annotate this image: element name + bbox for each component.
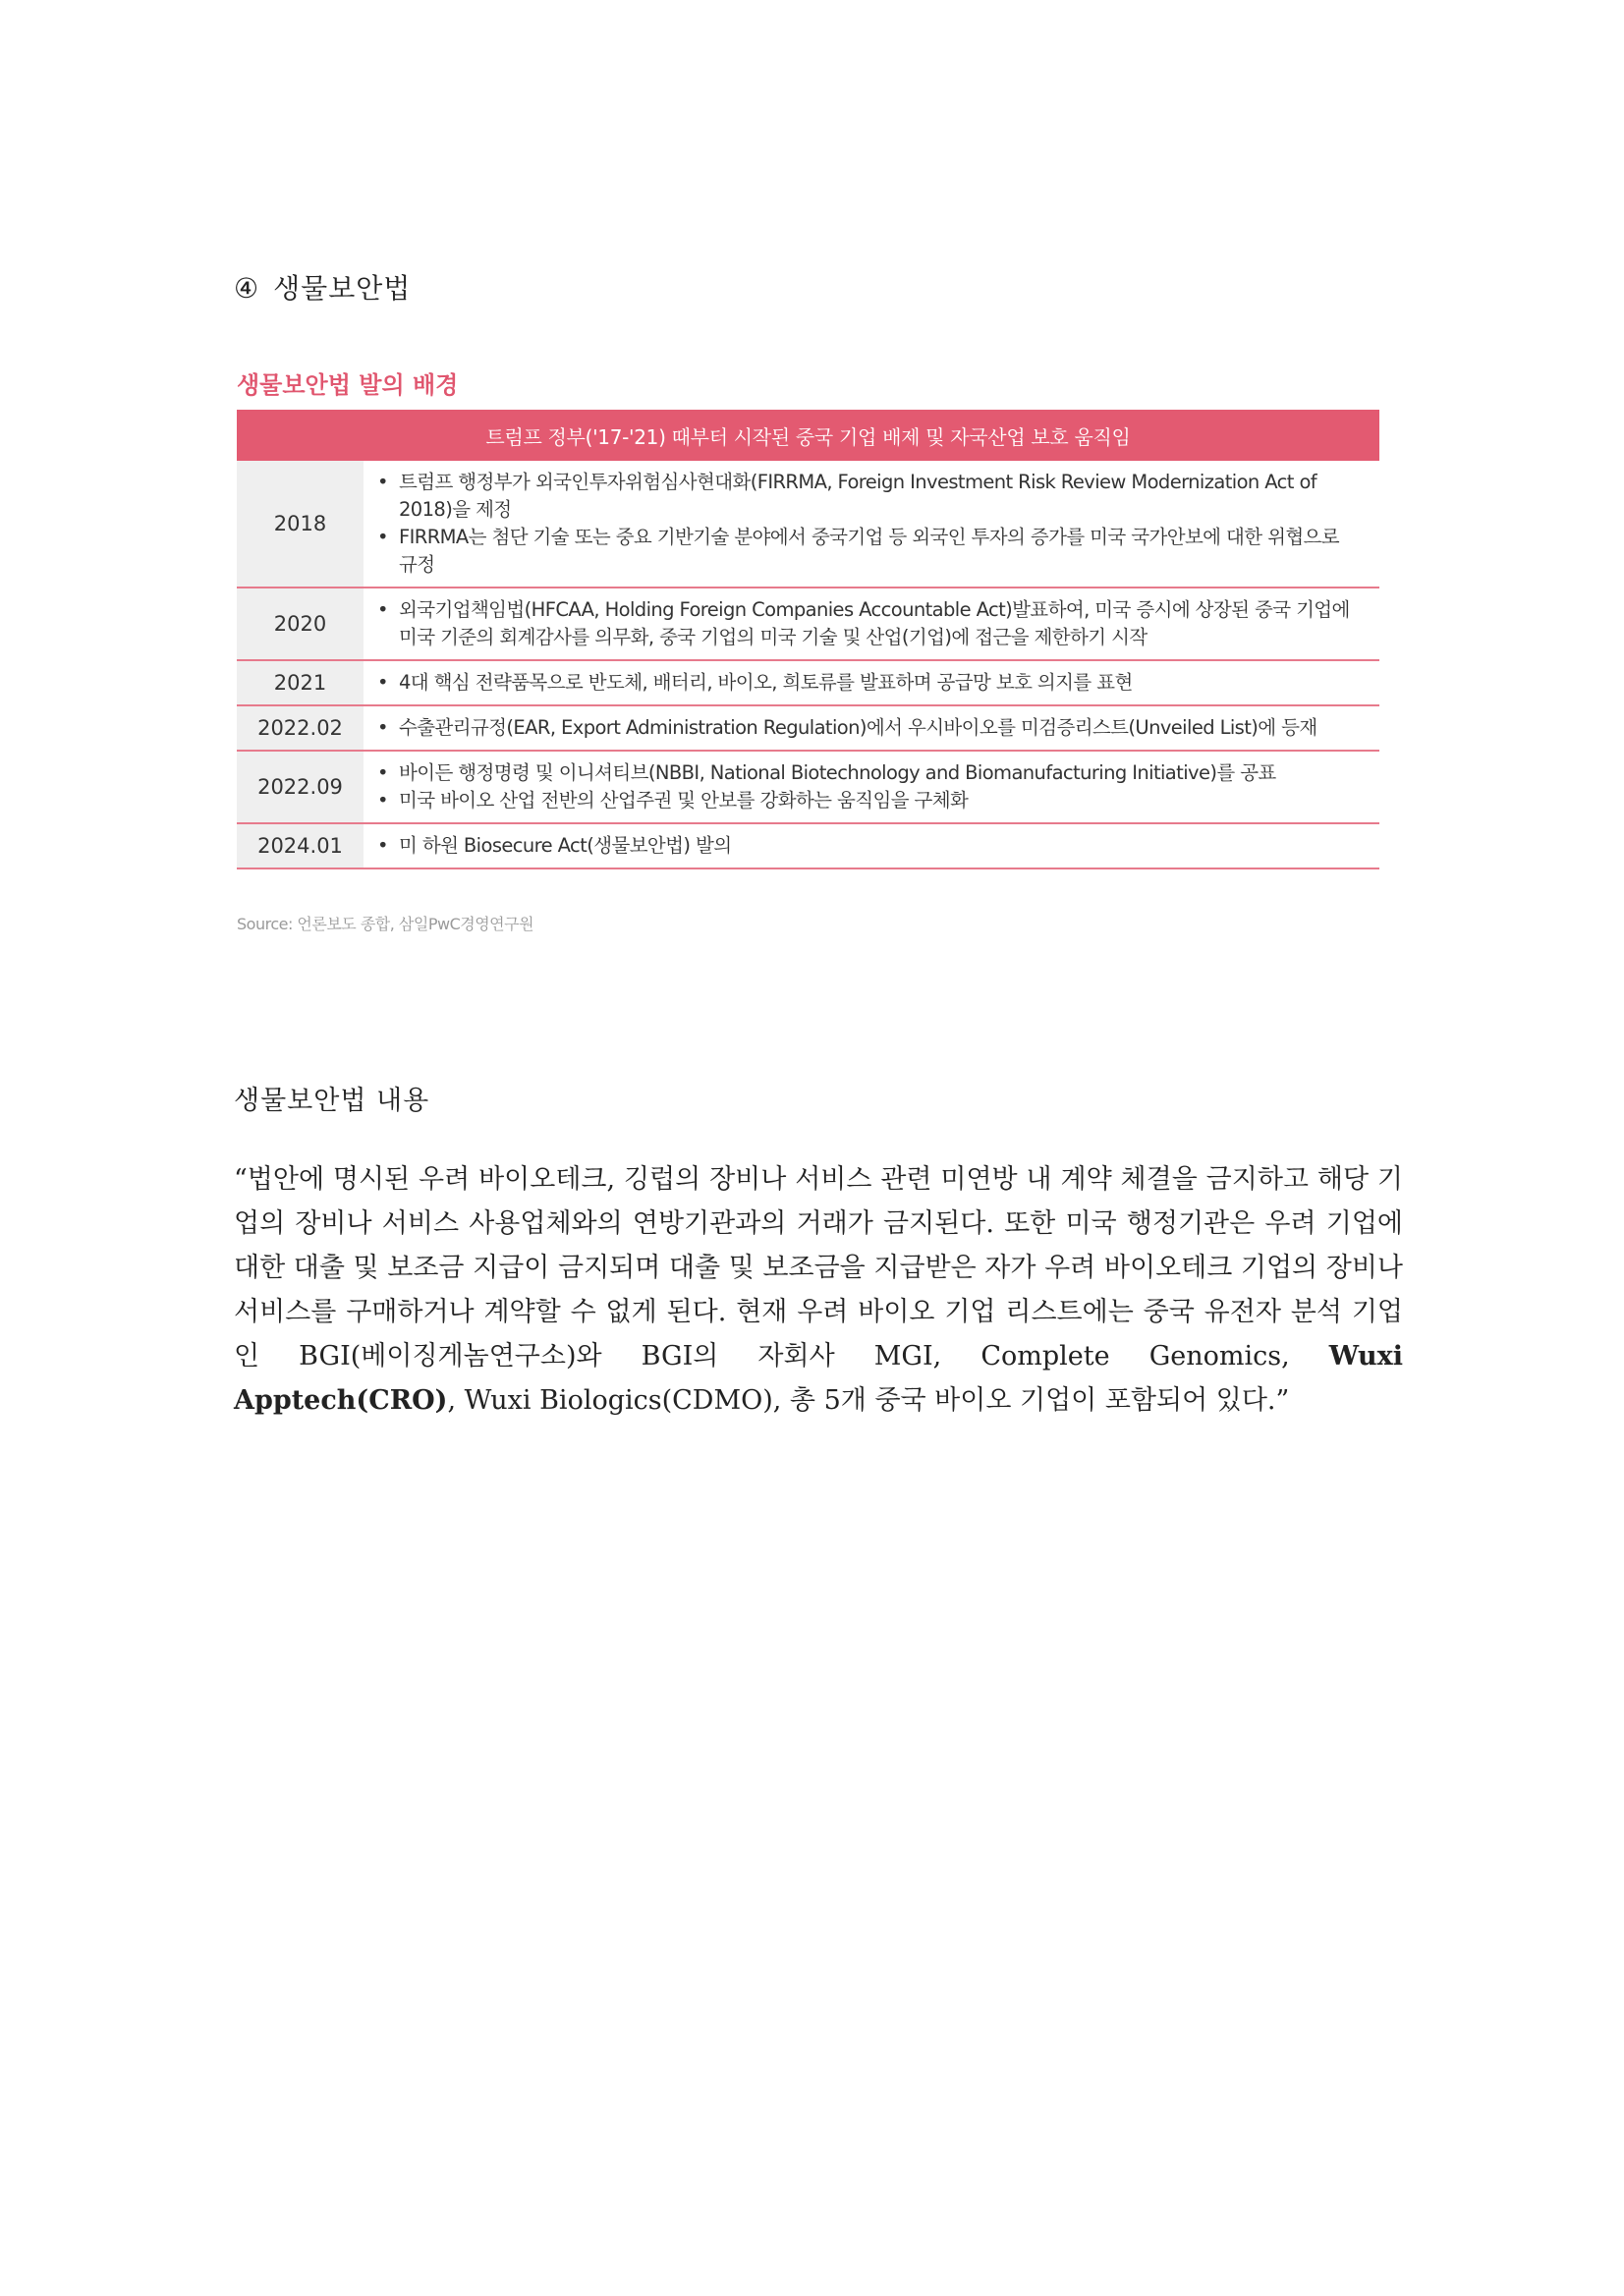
- bullet-dot-icon: •: [377, 834, 388, 857]
- content-heading: 생물보안법 내용: [234, 1086, 430, 1116]
- content-paragraph: [234, 1157, 1403, 1423]
- bullet-item: [377, 714, 1362, 742]
- figure-title: 생물보안법 발의 배경: [237, 371, 459, 399]
- section-number: ④: [234, 272, 260, 305]
- section-heading: [234, 267, 411, 307]
- bullet-text: FIRRMA는 첨단 기술 또는 중요 기반기술 분야에서 중국기업 등 외국인 투자의 증가를 미국 국가안보에 대한 위협으로 규정: [399, 526, 1340, 576]
- bullet-text: 수출관리규정(EAR, Export Administration Regulation)에서 우시바이오를 미검증리스트(Unveiled List)에 등재: [399, 716, 1317, 739]
- table-row: [237, 588, 1379, 661]
- paragraph-text-2: , Wuxi Biologics(CDMO), 총 5개 중국 바이오 기업이 포함되어 있다.”: [447, 1385, 1290, 1416]
- bullet-item: [377, 787, 1362, 814]
- bullet-item: [377, 832, 1362, 860]
- bullet-item: [377, 524, 1362, 579]
- row-items: [364, 588, 1379, 659]
- bullet-dot-icon: •: [377, 526, 388, 548]
- bullet-text: 바이든 행정명령 및 이니셔티브(NBBI, National Biotechnology and Biomanufacturing Initiative)를 공표: [399, 761, 1276, 784]
- paragraph-bold-text: Wuxi Apptech(CRO): [234, 1341, 1403, 1416]
- bullet-item: [377, 759, 1362, 787]
- table-row: [237, 661, 1379, 706]
- row-items: [364, 824, 1379, 868]
- table-body: [237, 461, 1379, 869]
- section-title: 생물보안법: [273, 272, 412, 305]
- table-header: 트럼프 정부('17-'21) 때부터 시작된 중국 기업 배제 및 자국산업 보호 움직임: [237, 410, 1379, 461]
- bullet-text: 미 하원 Biosecure Act(생물보안법) 발의: [399, 834, 732, 857]
- bullet-dot-icon: •: [377, 471, 388, 493]
- bullet-text: 외국기업책임법(HFCAA, Holding Foreign Companies Accountable Act)발표하여, 미국 증시에 상장된 중국 기업에 미국 기준의 회계감사를 의무화, 중국 기업의 미국 기술 및 산업(기업)에 접근을 제한하기 시작: [399, 598, 1350, 648]
- table-row: [237, 824, 1379, 869]
- row-items: [364, 661, 1379, 704]
- figure-source: Source: 언론보도 종합, 삼일PwC경영연구원: [237, 915, 534, 933]
- bullet-text: 4대 핵심 전략품목으로 반도체, 배터리, 바이오, 희토류를 발표하며 공급망 보호 의지를 표현: [399, 671, 1133, 694]
- bullet-item: [377, 669, 1362, 697]
- row-year: 2024.01: [237, 824, 364, 868]
- table-row: [237, 752, 1379, 824]
- row-items: [364, 706, 1379, 750]
- table-row: [237, 706, 1379, 752]
- row-year: 2022.09: [237, 752, 364, 822]
- bullet-item: [377, 596, 1362, 651]
- timeline-table: [237, 410, 1379, 869]
- bullet-text: 미국 바이오 산업 전반의 산업주권 및 안보를 강화하는 움직임을 구체화: [399, 789, 969, 812]
- row-year: 2018: [237, 461, 364, 587]
- row-items: [364, 461, 1379, 587]
- bullet-dot-icon: •: [377, 671, 388, 694]
- bullet-text: 트럼프 행정부가 외국인투자위험심사현대화(FIRRMA, Foreign Investment Risk Review Modernization Act of 2018)을 제정: [399, 471, 1317, 521]
- row-year: 2020: [237, 588, 364, 659]
- bullet-item: [377, 469, 1362, 524]
- paragraph-text-1: “법안에 명시된 우려 바이오테크, 깅럽의 장비나 서비스 관련 미연방 내 계약 체결을 금지하고 해당 기업의 장비나 서비스 사용업체와의 연방기관과의 거래가 금지된다. 또한 미국 행정기관은 우려 기업에 대한 대출 및 보조금 지급이 금지되며 대출 및 보조금을 지급받은 자가 우려 바이오테크 기업의 장비나 서비스를 구매하거나 계약할 수 없게 된다. 현재 우려 바이오 기업 리스트에는 중국 유전자 분석 기업인 BGI(베이징게놈연구소)와 BGI의 자회사 MGI, Complete Genomics,: [234, 1164, 1403, 1372]
- bullet-dot-icon: •: [377, 716, 388, 739]
- bullet-dot-icon: •: [377, 761, 388, 784]
- row-year: 2022.02: [237, 706, 364, 750]
- bullet-dot-icon: •: [377, 789, 388, 812]
- row-year: 2021: [237, 661, 364, 704]
- row-items: [364, 752, 1379, 822]
- bullet-dot-icon: •: [377, 598, 388, 621]
- table-row: [237, 461, 1379, 588]
